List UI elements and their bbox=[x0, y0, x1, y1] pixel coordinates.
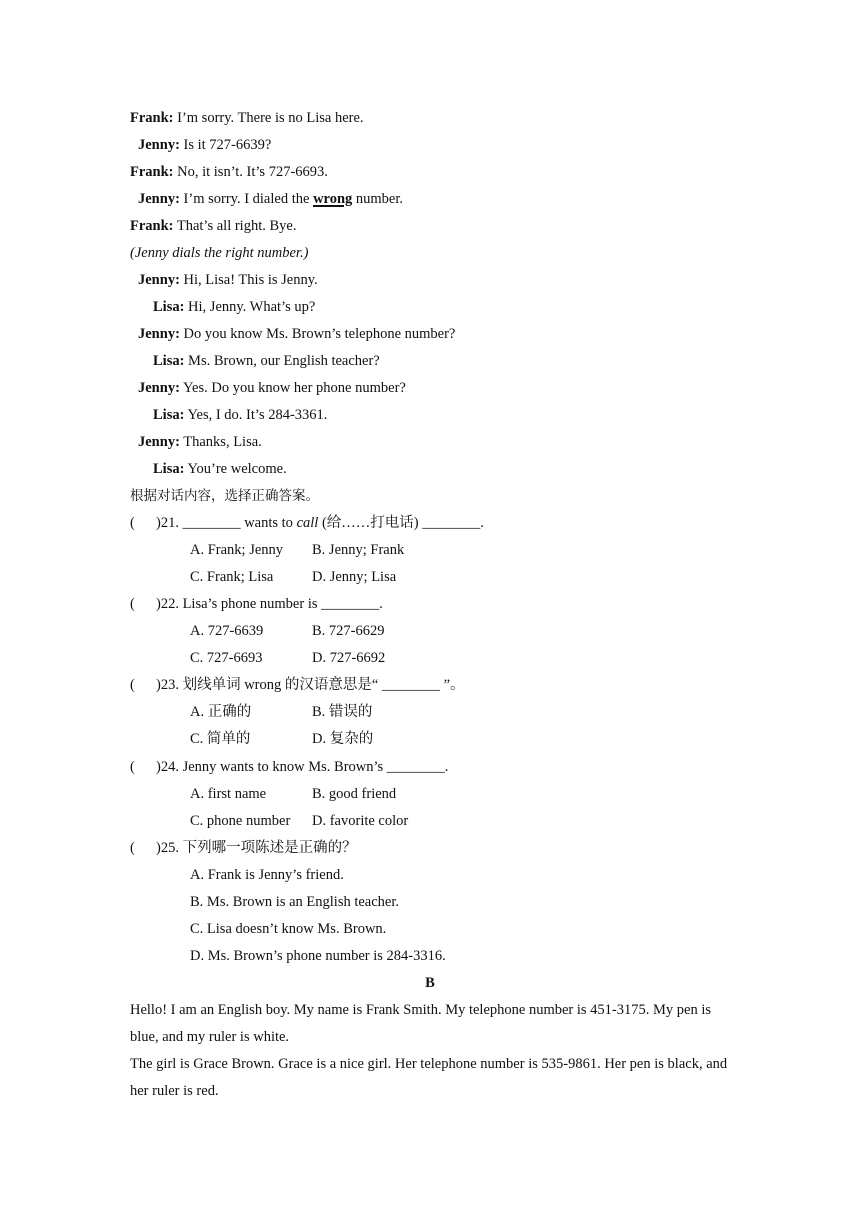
line-text: No, it isn’t. It’s 727-6693. bbox=[173, 164, 328, 180]
speaker-name: Jenny: bbox=[138, 434, 180, 450]
speaker-name: Frank: bbox=[130, 164, 174, 180]
dialogue-line bbox=[138, 135, 271, 155]
section-heading: B bbox=[425, 975, 435, 991]
dialogue-line bbox=[130, 216, 296, 236]
speaker-name: Lisa: bbox=[153, 461, 185, 477]
line-text: number. bbox=[352, 191, 404, 207]
option-d: D. Jenny; Lisa bbox=[312, 569, 397, 585]
option-b: B. good friend bbox=[312, 786, 397, 802]
speaker-name: Jenny: bbox=[138, 137, 180, 153]
option-b: B. 727-6629 bbox=[312, 623, 385, 639]
answer-bracket: ( bbox=[130, 677, 135, 693]
speaker-name: Lisa: bbox=[153, 299, 185, 315]
answer-bracket: ( bbox=[130, 596, 135, 612]
speaker-name: Lisa: bbox=[153, 407, 185, 423]
dialogue-line bbox=[153, 459, 287, 479]
option-a: A. Frank; Jenny bbox=[190, 542, 284, 558]
line-text: Thanks, Lisa. bbox=[179, 434, 262, 450]
option-c: C. 简单的 bbox=[190, 731, 251, 747]
answer-bracket: ( bbox=[130, 515, 135, 531]
line-text: I’m sorry. There is no Lisa here. bbox=[173, 110, 364, 126]
option-c: C. Lisa doesn’t know Ms. Brown. bbox=[190, 921, 387, 937]
instruction: 根据对话内容，选择正确答案。 bbox=[130, 488, 319, 504]
line-text: You’re welcome. bbox=[184, 461, 287, 477]
question-stem: (给……打电话) ________. bbox=[318, 515, 484, 531]
speaker-name: Lisa: bbox=[153, 353, 185, 369]
dialogue-line bbox=[153, 405, 327, 425]
answer-bracket: ( bbox=[130, 840, 135, 856]
option-c: C. 727-6693 bbox=[190, 650, 263, 666]
option-b: B. Jenny; Frank bbox=[312, 542, 405, 558]
line-text: Hi, Jenny. What’s up? bbox=[184, 299, 316, 315]
dialogue-line bbox=[138, 378, 406, 398]
question-stem: )25. 下列哪一项陈述是正确的？ bbox=[156, 840, 357, 856]
question-22 bbox=[130, 594, 383, 614]
option-c: C. phone number bbox=[190, 813, 291, 829]
line-text: I’m sorry. I dialed the bbox=[179, 191, 314, 207]
option-c: C. Frank; Lisa bbox=[190, 569, 274, 585]
speaker-name: Frank: bbox=[130, 110, 174, 126]
option-a: A. first name bbox=[190, 786, 267, 802]
passage-paragraph: The girl is Grace Brown. Grace is a nice girl. Her telephone number is 535-9861. Her pen is black, and her ruler is red. bbox=[130, 1056, 728, 1099]
question-stem: )23. 划线单词 wrong 的汉语意思是“ ________ ”。 bbox=[156, 677, 465, 693]
line-text: Do you know Ms. Brown’s telephone number? bbox=[179, 326, 456, 342]
question-stem: )21. ________ wants to bbox=[156, 515, 297, 531]
line-text: Yes. Do you know her phone number? bbox=[179, 380, 406, 396]
line-text: Ms. Brown, our English teacher? bbox=[184, 353, 380, 369]
dialogue-line bbox=[138, 270, 318, 290]
dialogue-line bbox=[153, 351, 380, 371]
underlined-word: wrong bbox=[313, 191, 353, 207]
option-b: B. Ms. Brown is an English teacher. bbox=[190, 894, 400, 910]
option-d: D. 复杂的 bbox=[312, 731, 374, 747]
dialogue-line bbox=[138, 189, 403, 209]
answer-bracket: ( bbox=[130, 759, 135, 775]
dialogue-line bbox=[138, 324, 455, 344]
option-a: A. 727-6639 bbox=[190, 623, 264, 639]
dialogue-line bbox=[130, 162, 328, 182]
option-d: D. Ms. Brown’s phone number is 284-3316. bbox=[190, 948, 446, 964]
stage-direction: (Jenny dials the right number.) bbox=[130, 245, 309, 261]
question-stem-italic: call bbox=[296, 515, 319, 531]
speaker-name: Jenny: bbox=[138, 191, 180, 207]
speaker-name: Jenny: bbox=[138, 380, 180, 396]
question-25 bbox=[130, 838, 357, 858]
option-d: D. 727-6692 bbox=[312, 650, 386, 666]
option-a: A. Frank is Jenny’s friend. bbox=[190, 867, 344, 883]
question-stem: )24. Jenny wants to know Ms. Brown’s ________. bbox=[156, 759, 449, 775]
dialogue-line bbox=[153, 297, 315, 317]
question-24 bbox=[130, 757, 448, 777]
question-21 bbox=[130, 513, 484, 533]
option-a: A. 正确的 bbox=[190, 704, 252, 720]
speaker-name: Jenny: bbox=[138, 272, 180, 288]
option-b: B. 错误的 bbox=[312, 704, 373, 720]
line-text: Hi, Lisa! This is Jenny. bbox=[179, 272, 318, 288]
question-stem: )22. Lisa’s phone number is ________. bbox=[156, 596, 383, 612]
option-d: D. favorite color bbox=[312, 813, 409, 829]
line-text: Is it 727-6639? bbox=[179, 137, 272, 153]
line-text: Yes, I do. It’s 284-3361. bbox=[184, 407, 328, 423]
dialogue-line bbox=[138, 432, 262, 452]
speaker-name: Jenny: bbox=[138, 326, 180, 342]
dialogue-line bbox=[130, 108, 364, 128]
line-text: That’s all right. Bye. bbox=[173, 218, 297, 234]
question-23 bbox=[130, 675, 465, 695]
speaker-name: Frank: bbox=[130, 218, 174, 234]
passage-paragraph: Hello! I am an English boy. My name is Frank Smith. My telephone number is 451-3175. My pen is blue, and my ruler is white. bbox=[130, 1002, 712, 1045]
